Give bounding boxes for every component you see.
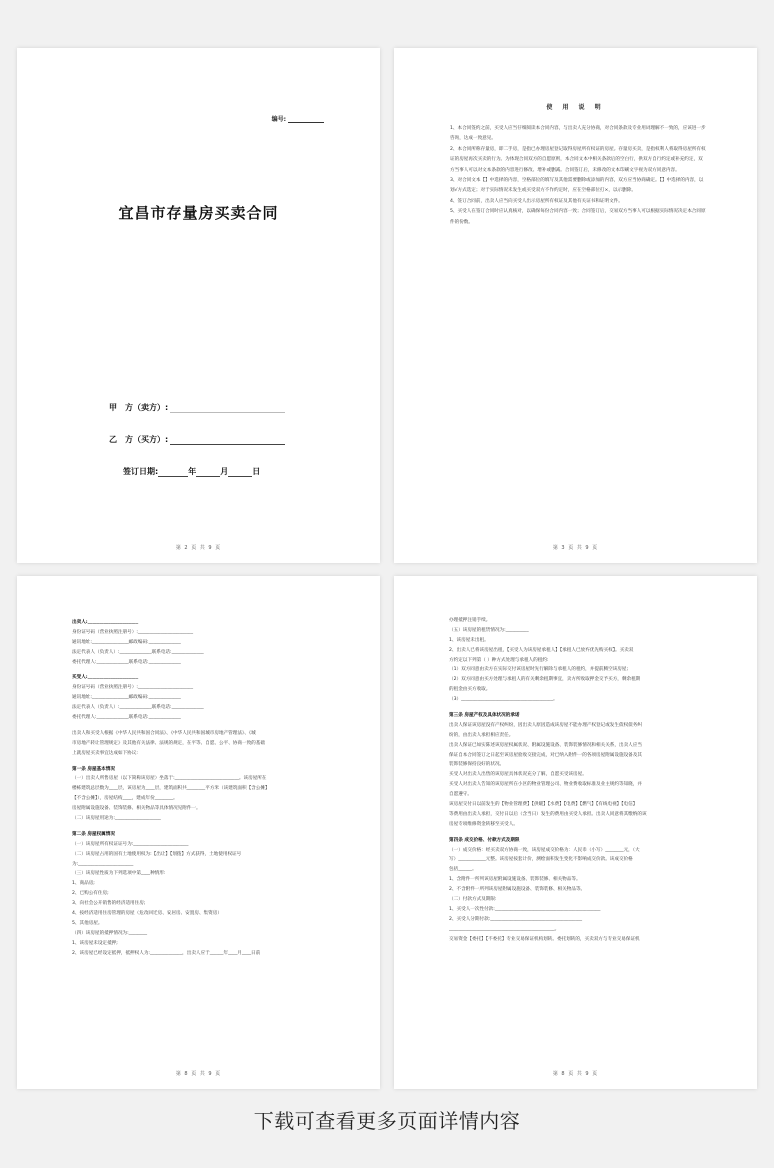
instruction-paragraph: 3、对合同文本【】中选择的内容，空格部位的填写及其他需要删除或添加的内容，双方应当协商确定。【】中选择的内容，以划√方式选定；对于实际情况未发生或买受双方不作约定时，应在空格部位打×，以示删除。	[450, 178, 704, 194]
date-month-label: 月	[220, 467, 229, 476]
text-line: 包括______。	[449, 867, 477, 873]
signing-date-field	[123, 466, 260, 477]
text-line: （一）成交价格：经买卖双方协商一致，该房屋成交价格为：人民币（小写）________元，（大	[449, 847, 640, 853]
party-b-field	[109, 434, 285, 445]
page-footer: 第 8 页 共 9 页	[552, 1071, 599, 1077]
text-line: 3、向社会公开销售的经济适用住房;	[72, 901, 146, 907]
text-line: 通讯地址:________________邮政编码:______________	[72, 639, 181, 645]
text-line: 法定代表人（负责人）:______________联系电话:______________	[72, 705, 204, 711]
text-line: 房屋专项维修资金转移至买受人。	[449, 821, 518, 827]
text-line: 买受人对出卖人告知的该房屋所在小区的物业管理公司、物业费收取标准及业主规约等知晓，并	[449, 782, 642, 788]
section-heading: 第四条 成交价格、付款方式及期限	[449, 837, 520, 843]
text-line: （三）该房屋性质为下列选项中第____种情形:	[72, 871, 166, 877]
instruction-paragraph: 4、签订合同前，出卖人应当向买受人出示房屋所有权证及其他有关证书和证明文件。	[450, 198, 623, 204]
text-line: 为:________________________	[72, 861, 134, 867]
text-line: （1）双方同意由卖方在实际交付该房屋时先行解除与承租人的租约，并提前腾空该房屋;	[449, 667, 629, 673]
text-line: 1、含附件一所列该房屋附属设施设备、装饰装修、相关物品等。	[449, 877, 581, 883]
serial-number-field: 编号:	[272, 114, 324, 123]
contract-text-body	[449, 616, 711, 945]
text-line: 2、买受人分期付款:________________________________________	[449, 916, 583, 922]
text-line: 办理抵押注销手续。	[449, 618, 491, 623]
text-line: 自愿遵守。	[449, 792, 472, 798]
text-line: 1、该房屋未出租。	[449, 637, 489, 643]
text-line: （一）出卖人所售房屋（以下简称该房屋）坐落于:____________________________。该房屋所在	[72, 776, 267, 782]
text-line: 出卖人保证该房屋没有产权纠纷，因出卖人原因造成该房屋不能办理产权登记或发生债权债务纠	[449, 722, 642, 728]
text-line: 1、商品房;	[72, 881, 95, 887]
text-line: 装饰装修保持良好的状况。	[449, 762, 505, 768]
text-line: （一）该房屋所有权证证号为:________________________	[72, 841, 189, 847]
text-line: 2、不含附件一所列该房屋附属设施设备、装饰装修、相关物品等。	[449, 887, 586, 893]
text-line: 房屋附属设施设备、装饰装修、相关物品等具体情况见附件一。	[72, 806, 201, 812]
instructions-page	[394, 48, 757, 563]
section-heading: 第二条 房屋权属情况	[72, 831, 115, 837]
text-line: 委托代理人:______________联系电话:______________	[72, 715, 181, 721]
text-line: 2、出卖人已将该房屋出租，【买受人为该房屋承租人】【承租人已放弃优先购买权】。买卖双	[449, 647, 634, 653]
text-line: 委托代理人:______________联系电话:______________	[72, 659, 181, 665]
text-line: 法定代表人（负责人）:______________联系电话:______________	[72, 649, 204, 655]
contract-title: 宜昌市存量房买卖合同	[118, 204, 279, 222]
instruction-paragraph: 2、本合同所称存量房，即二手房，是指已办理房屋登记取得房屋所有权证的房屋。存量房买卖，是指权利人将取得房屋所有权证的房屋再次买卖的行为。为体现合同双方的自愿原则，本合同文本中相关条款后的空白行，供双方自行约定或补充约定，双方当事人可以对文本条款的内容进行修改、增补或删减。合同签订后，未修改的文本印刷文字视为双方同意内容。	[450, 146, 706, 173]
text-line: （五）该房屋的租赁情况为:__________	[449, 627, 529, 633]
date-day-label: 日	[252, 467, 261, 476]
party-a-field	[109, 402, 285, 413]
text-line: 2、已购公有住房;	[72, 891, 109, 897]
instructions-title: 使 用 说 明	[546, 104, 605, 111]
text-line: 上就房屋买卖事宜达成如下协议:	[72, 750, 138, 756]
contract-page-terms	[394, 576, 757, 1089]
text-line: （2）双方同意由买方处理与承租人的有关剩余租期事宜，卖方所收取押金交予买方，剩余租期	[449, 677, 641, 683]
party-a-label: 甲 方（卖方）:	[109, 403, 169, 412]
section-heading: 买受人:______________________	[72, 675, 139, 681]
text-line: 1、买受人一次性付款:______________________________________________	[449, 906, 601, 912]
text-line: ______________________________________________。	[449, 926, 560, 932]
text-line: 的租金由买方收取。	[449, 687, 491, 693]
text-line: 5、其他房屋。	[72, 920, 103, 926]
serial-label: 编号	[271, 116, 284, 123]
text-line: （二）该房屋用途为:____________________	[72, 816, 161, 822]
contract-page-parties	[17, 576, 380, 1089]
instruction-paragraph: 1、本合同签约之前，买受人应当仔细阅读本合同内容，与出卖人充分协商，对合同条款及专业用词理解不一致的，应该进一步咨询，达成一致意见。	[450, 126, 706, 142]
text-line: 【不含公摊】），房屋结构____，建成年份________。	[72, 796, 178, 802]
text-line: 保证自本合同签订之日起至该房屋验收交接完成，对已纳入附件一的各项房屋附属设施设备及其	[449, 752, 642, 758]
page-footer: 第 3 页 共 9 页	[552, 545, 599, 551]
section-heading: 第三条 房屋产权及具体状况的承诺	[449, 713, 520, 719]
text-line: 出卖人保证已如实陈述该房屋权属状况、附属设施设备、装饰装修情况和相关关系，出卖人应当	[449, 742, 642, 748]
text-line: 纷的，由出卖人承担相应责任。	[449, 732, 514, 738]
text-line: 出卖人和买受人根据《中华人民共和国合同法》、《中华人民共和国城市房地产管理法》、《城	[72, 730, 256, 736]
text-line: 通讯地址:________________邮政编码:______________	[72, 695, 181, 701]
text-line: 交易资金【委托】【不委托】专业交易保证机构划转。委托划转的，买卖双方与专业交易保证机	[449, 936, 640, 942]
text-line: 该房屋交付日以前发生的【物业管理费】【供暖】【水费】【电费】【燃气】【有线电视】【电信】	[449, 802, 638, 808]
instruction-paragraph: 5、买受人在签订合同时应认真核对，以确保每份合同内容一致；合同签订后，交易双方当事人可以根据实际情况决定本合同原件的份数。	[450, 209, 706, 225]
text-line: 4、按经济适用住房管理的房屋（危改回迁房、安居房、安置房、集资房）	[72, 911, 222, 917]
text-line: 身份证号码（营业执照注册号）:________________________	[72, 629, 193, 635]
text-line: （3）________________________________________。	[449, 697, 558, 703]
section-heading: 第一条 房屋基本情况	[72, 766, 115, 772]
text-line: （二）该房屋占用的国有土地使用权为:【出让】【划拨】方式获得，土地使用权证号	[72, 851, 242, 857]
page-footer: 第 8 页 共 9 页	[175, 1071, 222, 1077]
text-line: 买受人对出卖人出售的该房屋具体状况充分了解，自愿买受该房屋。	[449, 772, 587, 778]
page-footer: 第 2 页 共 9 页	[175, 545, 222, 551]
date-year-label: 年	[188, 467, 197, 476]
text-line: 等费用由出卖人承担，交付日以后（含当日）发生的费用由买受人承担。出卖人同意将其缴纳的该	[449, 811, 647, 817]
text-line: 身份证号码（营业执照注册号）:________________________	[72, 685, 193, 691]
text-line: （四）该房屋的抵押情况为:________	[72, 930, 148, 936]
watermark	[129, 484, 172, 529]
text-line: 写）____________元整。该房屋按套计价，测绘面积发生变化不影响成交价款。该成交价格	[449, 857, 633, 863]
text-line: （二）付款方式及期限:	[449, 897, 497, 903]
section-heading: 出卖人:______________________	[72, 620, 139, 625]
date-label: 签订日期:	[123, 467, 159, 476]
download-more-caption[interactable]: 下载可查看更多页面详情内容	[253, 1109, 521, 1133]
contract-text-body	[72, 618, 334, 959]
instructions-body	[450, 124, 706, 228]
text-line: 方约定以下列第（ ）种方式处理与承租人的租约:	[449, 657, 549, 663]
text-line: 1、该房屋未设定抵押;	[72, 940, 118, 946]
text-line: 楼栋建筑总层数为____层，该房屋为____层，建筑面积共________平方米（该建筑面积【含公摊】	[72, 786, 270, 792]
party-b-label: 乙 方（买方）:	[109, 435, 169, 444]
text-line: 市房地产转让管理规定》及其他有关法律、法规的规定，在平等、自愿、公平、协商一致的基础	[72, 740, 265, 746]
contract-cover-page	[17, 48, 380, 563]
text-line: 2、该房屋已经设定抵押，抵押权人为:______________，出卖人应于______年____月____日前	[72, 950, 261, 956]
